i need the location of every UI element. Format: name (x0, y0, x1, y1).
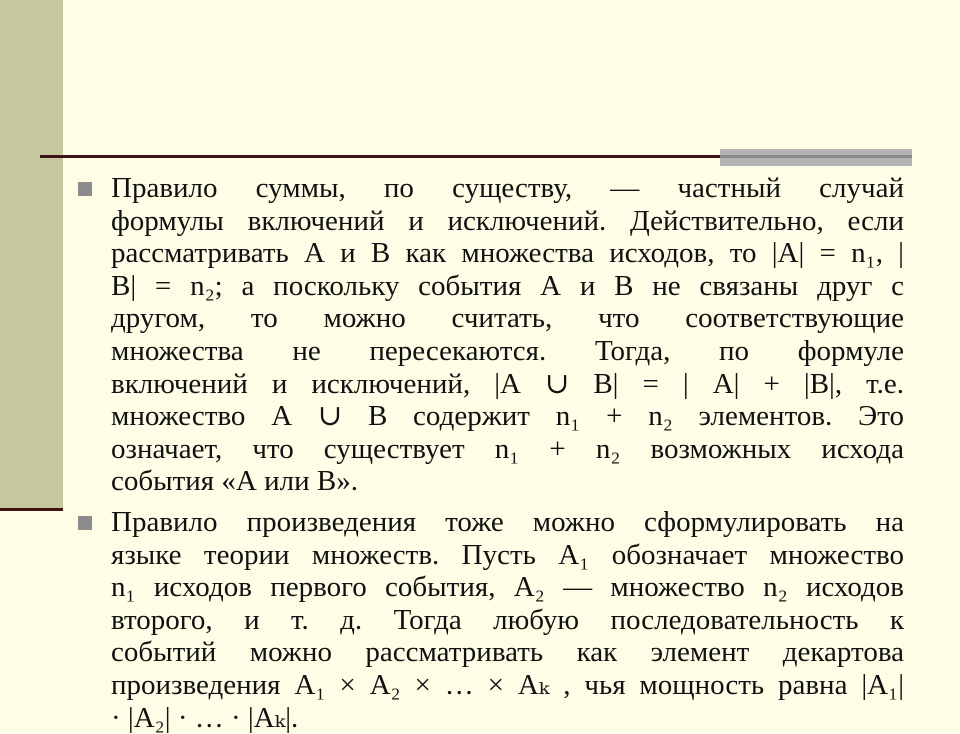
text-line: рассматривать А и В как множества исходов, то |А| = n₁, | (111, 237, 904, 270)
text-line: В| = n₂; а поскольку события А и В не связаны друг с (111, 270, 904, 303)
text-line: другом, то можно считать, что соответствующие (111, 302, 904, 335)
left-strip-rule (0, 508, 63, 511)
text-line: языке теории множеств. Пусть А₁ обозначает множество (111, 539, 904, 572)
text-line: формулы включений и исключений. Действительно, если (111, 205, 904, 238)
left-decorative-strip (0, 0, 63, 511)
text-line: событий можно рассматривать как элемент декартова (111, 636, 904, 669)
text-line: включений и исключений, |А ∪ В| = | А| + |В|, т.е. (111, 368, 904, 401)
text-line: означает, что существует n₁ + n₂ возможных исхода (111, 433, 904, 466)
title-divider-rule (40, 155, 720, 158)
text-line: n₁ исходов первого события, А₂ — множество n₂ исходов (111, 571, 904, 604)
bullet-sum-rule (78, 172, 904, 498)
title-divider-accent (720, 149, 912, 166)
text-line: второго, и т. д. Тогда любую последовательность к (111, 604, 904, 637)
bullet-product-rule (78, 506, 904, 734)
text-line: · |А₂| · … · |Аₖ|. (111, 702, 904, 734)
square-bullet-icon (78, 516, 92, 530)
text-line: события «А или В». (111, 465, 904, 498)
square-bullet-icon (78, 182, 92, 196)
text-line: множество А ∪ В содержит n₁ + n₂ элементов. Это (111, 400, 904, 433)
slide-body (78, 172, 904, 734)
text-line: Правило произведения тоже можно сформулировать на (111, 506, 904, 539)
text-line: Правило суммы, по существу, — частный случай (111, 172, 904, 205)
text-line: множества не пересекаются. Тогда, по формуле (111, 335, 904, 368)
text-line: произведения А₁ × А₂ × … × Аₖ , чья мощность равна |А₁| (111, 669, 904, 702)
